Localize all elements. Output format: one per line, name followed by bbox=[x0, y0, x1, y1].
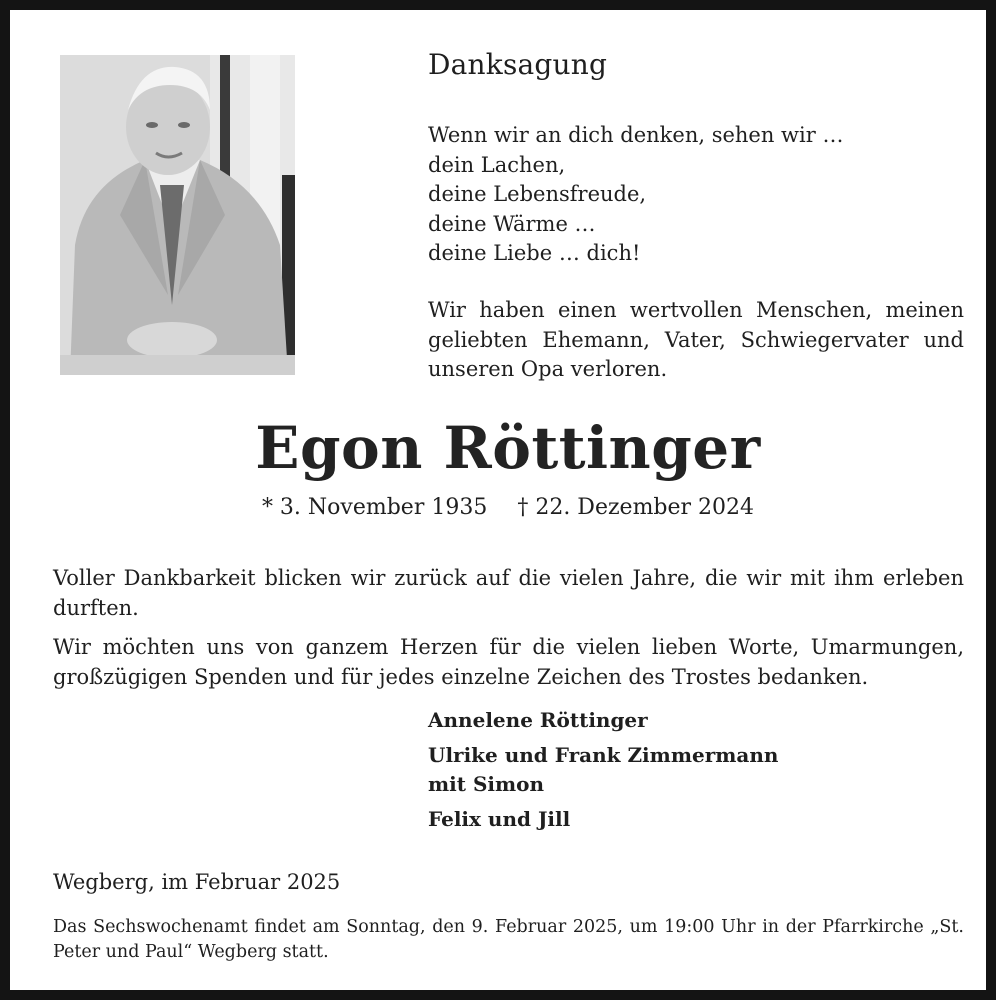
poem-line: deine Wärme … bbox=[428, 211, 596, 236]
signers bbox=[428, 706, 778, 840]
death-date: † 22. Dezember 2024 bbox=[517, 495, 755, 520]
poem-line: Wenn wir an dich denken, sehen wir … bbox=[428, 123, 844, 147]
poem-line: deine Liebe … dich! bbox=[428, 241, 641, 265]
intro-text: Wir haben einen wertvollen Menschen, meinen geliebten Ehemann, Vater, Schwiegervater und unseren Opa verloren. bbox=[428, 298, 964, 381]
poem bbox=[428, 121, 843, 269]
life-dates bbox=[10, 495, 996, 520]
thanks-paragraph: Wir möchten uns von ganzem Herzen für die vielen lieben Worte, Umarmungen, großzügigen Spenden und für jedes einzelne Zeichen des Trostes bedanken. bbox=[53, 635, 964, 689]
signer-group bbox=[428, 805, 778, 834]
birth-date: * 3. November 1935 bbox=[261, 495, 488, 520]
portrait-photo bbox=[60, 55, 295, 375]
signer-line: Felix und Jill bbox=[428, 807, 571, 831]
signer-group bbox=[428, 741, 778, 799]
poem-line: dein Lachen, bbox=[428, 152, 566, 177]
deceased-name: Egon Röttinger bbox=[255, 414, 761, 482]
signer-line: Annelene Röttinger bbox=[428, 708, 648, 732]
heading-danksagung: Danksagung bbox=[428, 48, 608, 81]
signer-group bbox=[428, 706, 778, 735]
signer-line: Ulrike und Frank Zimmermann bbox=[428, 743, 779, 767]
place-date: Wegberg, im Februar 2025 bbox=[53, 870, 341, 894]
signer-line: mit Simon bbox=[428, 772, 545, 796]
poem-line: deine Lebensfreude, bbox=[428, 182, 647, 206]
service-note: Das Sechswochenamt findet am Sonntag, den 9. Februar 2025, um 19:00 Uhr in der Pfarrkirche „St. Peter und Paul“ Wegberg statt. bbox=[53, 917, 964, 962]
gratitude-paragraph: Voller Dankbarkeit blicken wir zurück auf die vielen Jahre, die wir mit ihm erleben durften. bbox=[53, 566, 964, 620]
portrait-illustration bbox=[60, 55, 295, 375]
